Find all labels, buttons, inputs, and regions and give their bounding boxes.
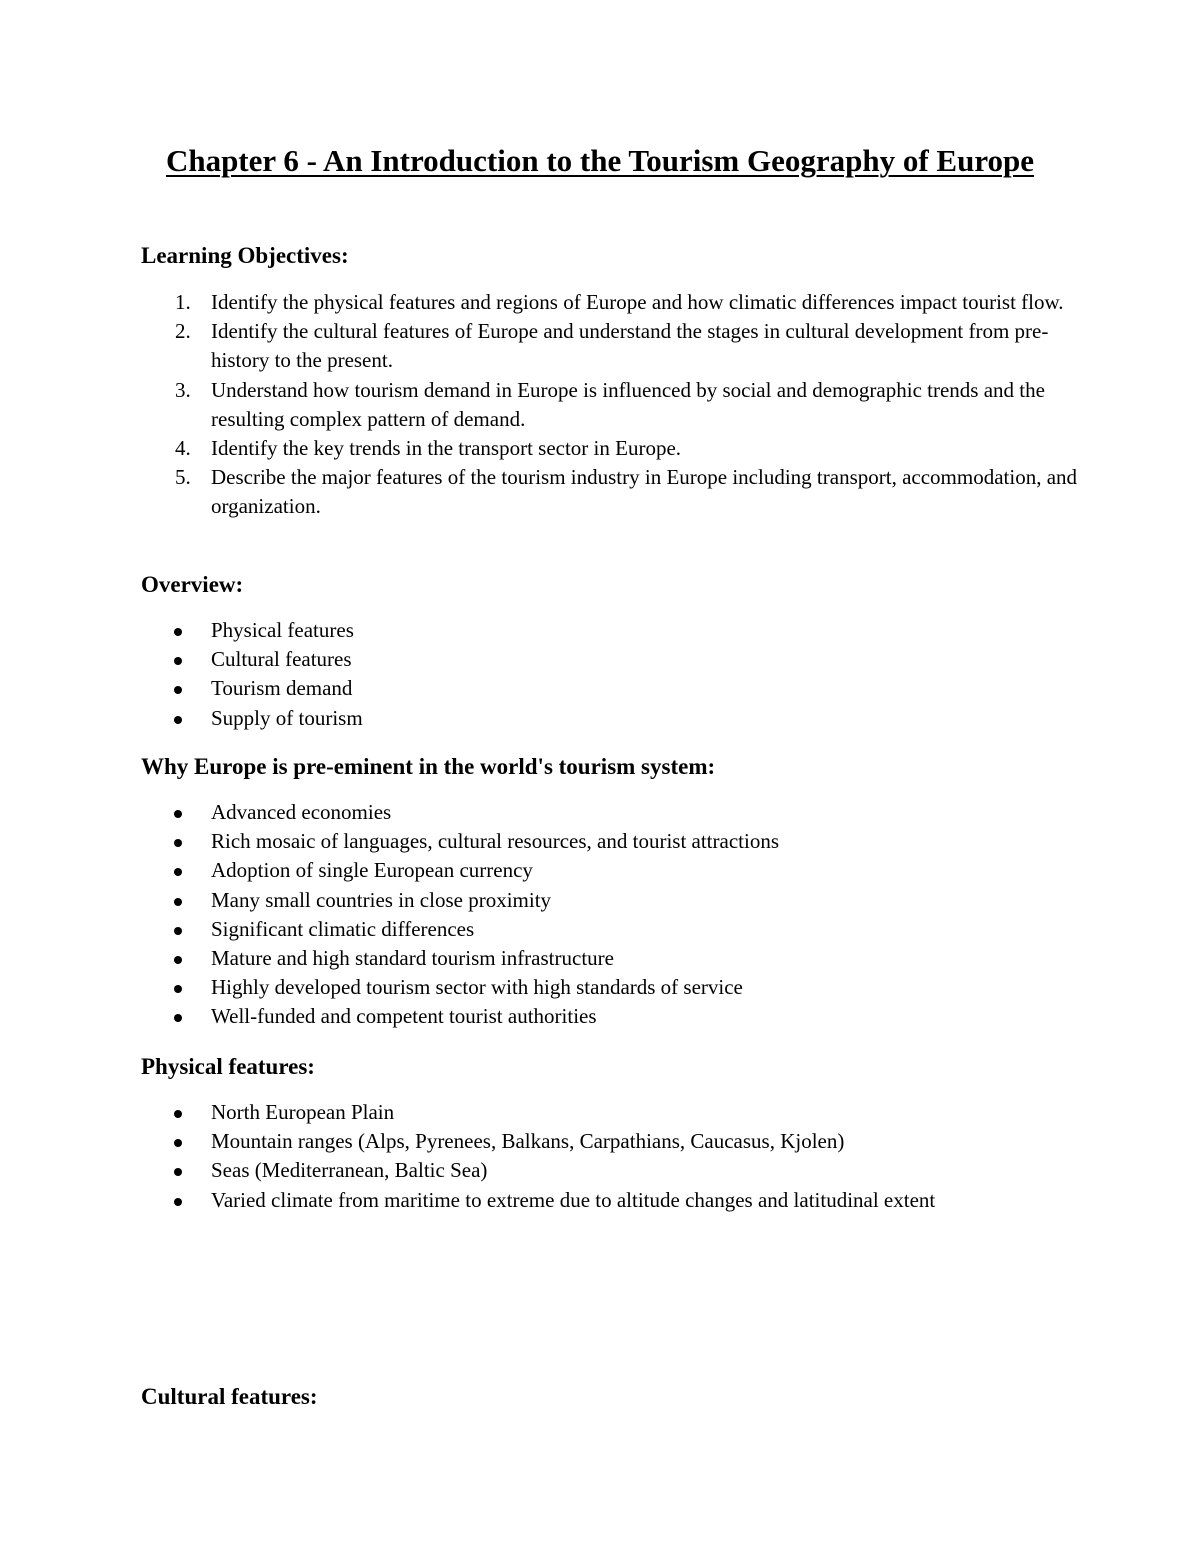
overview-list <box>141 616 1081 733</box>
list-item <box>141 376 1081 434</box>
list-item <box>141 288 1081 317</box>
list-item <box>141 798 1081 827</box>
list-item-text: Seas (Mediterranean, Baltic Sea) <box>211 1158 488 1183</box>
why-europe-heading: Why Europe is pre-eminent in the world's tourism system: <box>141 754 716 779</box>
learning-objectives-heading: Learning Objectives: <box>141 243 349 268</box>
list-item-text: Highly developed tourism sector with high standards of service <box>211 975 743 1000</box>
bullet-icon <box>174 716 182 724</box>
bullet-icon <box>174 628 182 636</box>
list-item-text: Rich mosaic of languages, cultural resources, and tourist attractions <box>211 829 779 854</box>
list-item <box>141 856 1081 885</box>
list-item-text: Mature and high standard tourism infrastructure <box>211 946 614 971</box>
list-item <box>141 1156 1081 1185</box>
list-item-text: Supply of tourism <box>211 705 363 730</box>
bullet-icon <box>174 810 182 818</box>
list-item <box>141 463 1081 521</box>
list-item-text: Physical features <box>211 618 354 642</box>
list-item-text: Varied climate from maritime to extreme due to altitude changes and latitudinal extent <box>211 1187 936 1212</box>
list-item <box>141 317 1081 375</box>
list-item-text: Many small countries in close proximity <box>211 887 552 912</box>
list-item <box>141 973 1081 1002</box>
document-title: Chapter 6 - An Introduction to the Tourism Geography of Europe <box>165 143 1035 178</box>
list-item <box>141 944 1081 973</box>
list-item <box>141 674 1081 703</box>
list-number: 4. <box>175 436 191 461</box>
bullet-icon <box>174 868 182 876</box>
list-number: 5. <box>175 465 191 490</box>
list-item <box>141 886 1081 915</box>
list-item <box>141 704 1081 733</box>
list-item <box>141 1186 1081 1215</box>
physical-features-heading: Physical features: <box>141 1054 315 1079</box>
list-item-text: Advanced economies <box>211 800 392 824</box>
list-item-text: Mountain ranges (Alps, Pyrenees, Balkans, Carpathians, Caucasus, Kjolen) <box>211 1129 845 1154</box>
bullet-icon <box>174 956 182 964</box>
bullet-icon <box>174 1110 182 1118</box>
bullet-icon <box>174 686 182 694</box>
cultural-features-heading: Cultural features: <box>141 1384 318 1409</box>
physical-features-list <box>141 1098 1081 1215</box>
list-item <box>141 645 1081 674</box>
bullet-icon <box>174 657 182 665</box>
list-number: 2. <box>175 319 191 344</box>
bullet-icon <box>174 898 182 906</box>
learning-objectives-list <box>141 288 1081 522</box>
list-item-text: Cultural features <box>211 647 352 672</box>
list-item <box>141 434 1081 463</box>
list-item-text: Describe the major features of the tourism industry in Europe including transport, accommodation, and organization. <box>211 465 1078 519</box>
bullet-icon <box>174 927 182 935</box>
bullet-icon <box>174 1014 182 1022</box>
overview-heading: Overview: <box>141 572 244 597</box>
list-item-text: Tourism demand <box>211 676 353 701</box>
bullet-icon <box>174 1139 182 1147</box>
list-item-text: Significant climatic differences <box>211 916 475 941</box>
list-item <box>141 1002 1081 1031</box>
list-item <box>141 616 1081 645</box>
bullet-icon <box>174 985 182 993</box>
list-item-text: Identify the key trends in the transport sector in Europe. <box>211 436 682 461</box>
bullet-icon <box>174 1168 182 1176</box>
bullet-icon <box>174 839 182 847</box>
list-item-text: Understand how tourism demand in Europe is influenced by social and demographic trends and the resulting complex pattern of demand. <box>211 377 1045 431</box>
list-item <box>141 915 1081 944</box>
list-item-text: North European Plain <box>211 1100 395 1124</box>
list-number: 3. <box>175 377 191 402</box>
list-item-text: Identify the cultural features of Europe and understand the stages in cultural development from pre-history to the present. <box>211 319 1049 373</box>
list-item <box>141 827 1081 856</box>
list-number: 1. <box>175 290 191 314</box>
bullet-icon <box>174 1198 182 1206</box>
list-item-text: Adoption of single European currency <box>211 858 533 883</box>
list-item-text: Well-funded and competent tourist authorities <box>211 1004 597 1029</box>
list-item <box>141 1098 1081 1127</box>
list-item <box>141 1127 1081 1156</box>
why-europe-list <box>141 798 1081 1032</box>
list-item-text: Identify the physical features and regions of Europe and how climatic differences impact tourist flow. <box>211 290 1064 314</box>
